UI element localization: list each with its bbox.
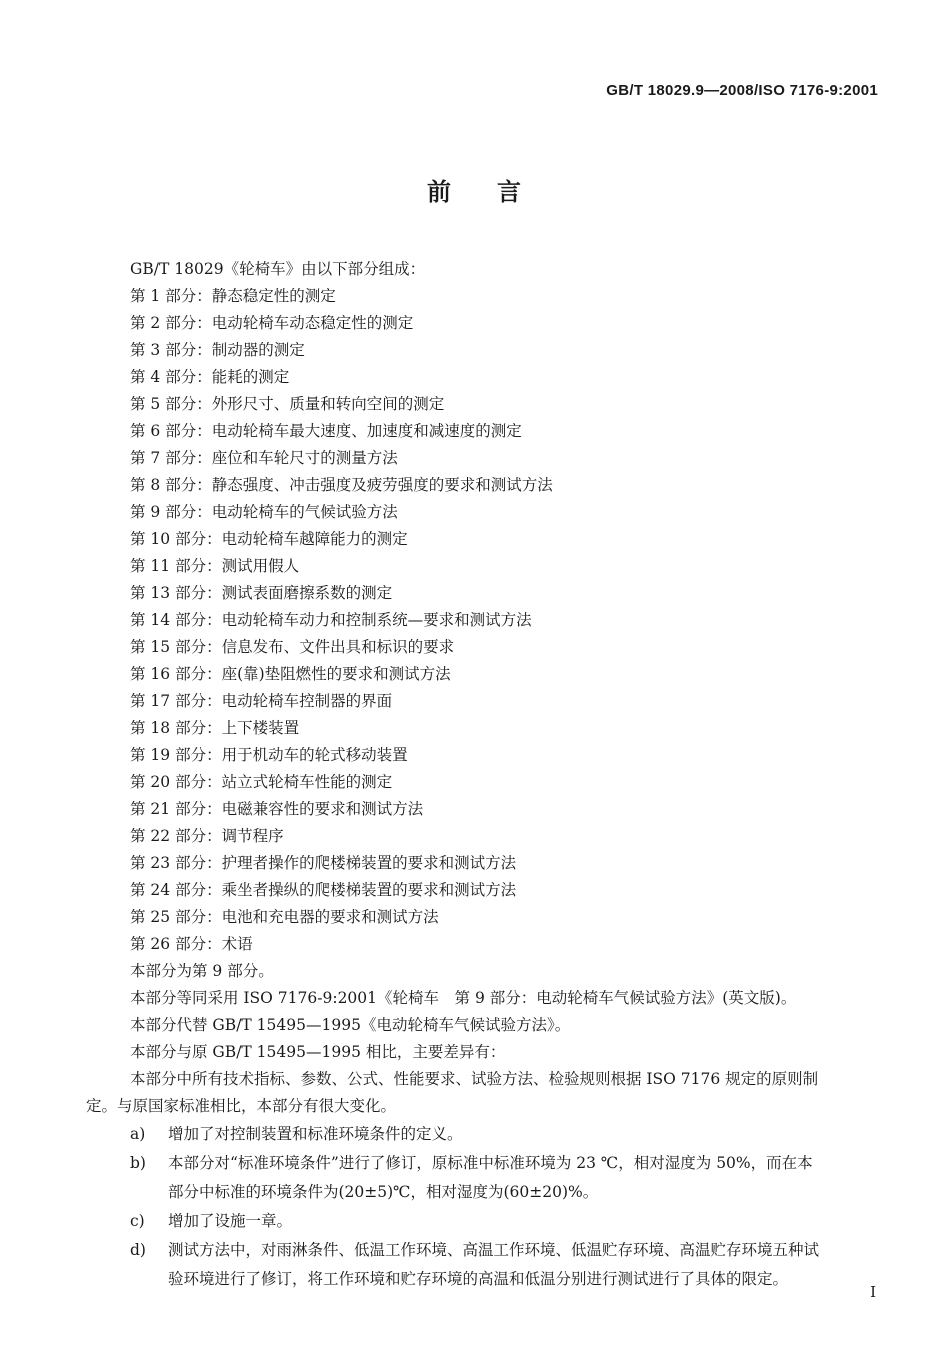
differences-intro: 本部分与原 GB/T 15495—1995 相比，主要差异有： xyxy=(130,1043,506,1061)
part-list-item: 第 19 部分：用于机动车的轮式移动装置 xyxy=(130,746,408,764)
difference-item-b xyxy=(130,1149,890,1207)
part-list-item: 第 23 部分：护理者操作的爬楼梯装置的要求和测试方法 xyxy=(130,854,517,872)
part-list-item: 第 17 部分：电动轮椅车控制器的界面 xyxy=(130,692,393,710)
page-number: I xyxy=(870,1283,876,1301)
list-marker: a) xyxy=(130,1125,146,1143)
difference-item-a xyxy=(130,1120,890,1149)
adoption-statement: 本部分等同采用 ISO 7176-9:2001《轮椅车 第 9 部分：电动轮椅车气候试验方法》(英文版)。 xyxy=(130,989,797,1007)
part-list-item: 第 15 部分：信息发布、文件出具和标识的要求 xyxy=(130,638,455,656)
part-list-item: 第 8 部分：静态强度、冲击强度及疲劳强度的要求和测试方法 xyxy=(130,476,553,494)
part-list-item: 第 21 部分：电磁兼容性的要求和测试方法 xyxy=(130,800,424,818)
difference-item-d xyxy=(130,1236,890,1294)
standard-number-header: GB/T 18029.9—2008/ISO 7176-9:2001 xyxy=(606,82,878,99)
part-list-item: 第 5 部分：外形尺寸、质量和转向空间的测定 xyxy=(130,395,445,413)
list-item-text: 本部分对“标准环境条件”进行了修订，原标准中标准环境为 23 ℃，相对湿度为 50%，而在本 xyxy=(168,1154,813,1172)
list-marker: d) xyxy=(130,1241,146,1259)
difference-item-c xyxy=(130,1207,890,1236)
part-list-item: 第 1 部分：静态稳定性的测定 xyxy=(130,287,336,305)
list-item-text: 测试方法中，对雨淋条件、低温工作环境、高温工作环境、低温贮存环境、高温贮存环境五种试 xyxy=(168,1241,820,1259)
part-list-item: 第 11 部分：测试用假人 xyxy=(130,557,300,575)
part-list-item: 第 2 部分：电动轮椅车动态稳定性的测定 xyxy=(130,314,414,332)
summary-paragraph xyxy=(86,1066,890,1120)
part-list-item: 第 3 部分：制动器的测定 xyxy=(130,341,305,359)
part-list-item: 第 10 部分：电动轮椅车越障能力的测定 xyxy=(130,530,408,548)
part-list-item: 第 6 部分：电动轮椅车最大速度、加速度和减速度的测定 xyxy=(130,422,522,440)
part-list-item: 第 22 部分：调节程序 xyxy=(130,827,284,845)
part-list-item: 第 18 部分：上下楼装置 xyxy=(130,719,300,737)
replacement-statement: 本部分代替 GB/T 15495—1995《电动轮椅车气候试验方法》。 xyxy=(130,1016,571,1034)
foreword-body xyxy=(86,256,890,1294)
list-item-text: 部分中标准的环境条件为(20±5)℃，相对湿度为(60±20)%。 xyxy=(168,1183,599,1201)
list-item-text: 验环境进行了修订，将工作环境和贮存环境的高温和低温分别进行测试进行了具体的限定。 xyxy=(168,1270,789,1288)
part-list-item: 第 26 部分：术语 xyxy=(130,935,253,953)
part-list-item: 第 20 部分：站立式轮椅车性能的测定 xyxy=(130,773,393,791)
part-list-item: 第 4 部分：能耗的测定 xyxy=(130,368,290,386)
summary-line-1: 本部分中所有技术指标、参数、公式、性能要求、试验方法、检验规则根据 ISO 7176 规定的原则制 xyxy=(130,1070,819,1088)
page-title xyxy=(0,172,950,207)
part-list-item: 第 13 部分：测试表面磨擦系数的测定 xyxy=(130,584,393,602)
part-list-item: 第 16 部分：座(靠)垫阻燃性的要求和测试方法 xyxy=(130,665,451,683)
list-marker: c) xyxy=(130,1212,145,1230)
list-marker: b) xyxy=(130,1154,146,1172)
summary-line-2: 定。与原国家标准相比，本部分有很大变化。 xyxy=(86,1097,397,1115)
list-item-text: 增加了对控制装置和标准环境条件的定义。 xyxy=(168,1125,463,1143)
part-list-item: 第 9 部分：电动轮椅车的气候试验方法 xyxy=(130,503,398,521)
intro-line: GB/T 18029《轮椅车》由以下部分组成： xyxy=(130,260,426,278)
list-item-text: 增加了设施一章。 xyxy=(168,1212,293,1230)
part-list-item: 第 24 部分：乘坐者操纵的爬楼梯装置的要求和测试方法 xyxy=(130,881,517,899)
part-list-item: 第 7 部分：座位和车轮尺寸的测量方法 xyxy=(130,449,398,467)
part-number-statement: 本部分为第 9 部分。 xyxy=(130,962,274,980)
title-char-2: 言 xyxy=(497,178,523,206)
part-list-item: 第 25 部分：电池和充电器的要求和测试方法 xyxy=(130,908,439,926)
part-list-item: 第 14 部分：电动轮椅车动力和控制系统—要求和测试方法 xyxy=(130,611,532,629)
title-char-1: 前 xyxy=(427,178,453,206)
